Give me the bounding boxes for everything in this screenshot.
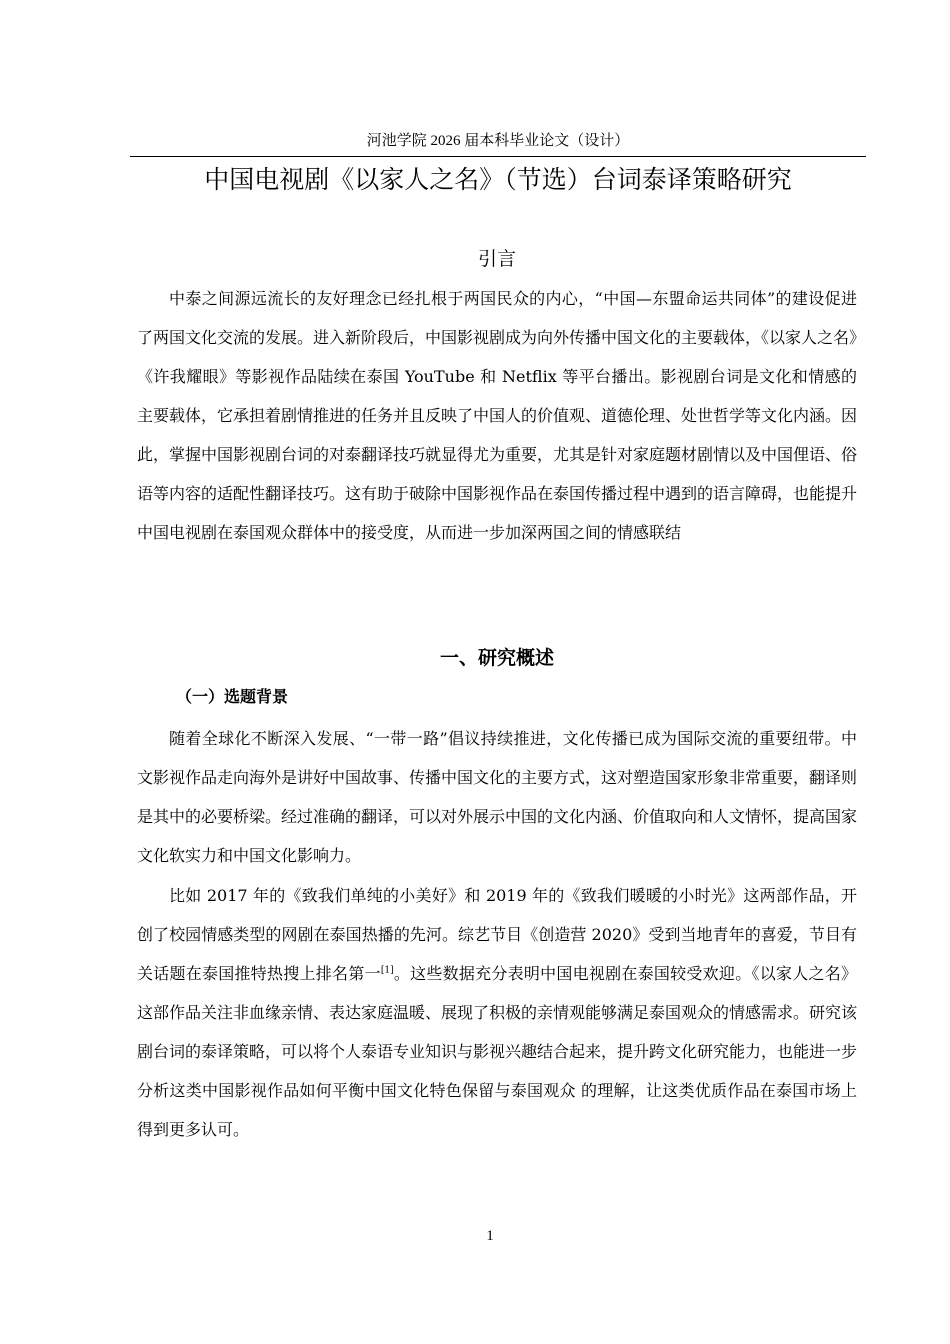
- background-paragraph-2: [137, 876, 857, 1149]
- header-rule: [130, 156, 866, 157]
- page-number: 1: [486, 1228, 494, 1244]
- running-header: 河池学院 2026 届本科毕业论文（设计）: [366, 133, 630, 149]
- paragraph-2-text-after-citation: 。这些数据充分表明中国电视剧在泰国较受欢迎。《以家人之名》这部作品关注非血缘亲情、表达家庭温暖、展现了积极的亲情观能够满足泰国观众的情感需求。研究该剧台词的泰译策略，可以将个人泰语专业知识与影视兴趣结合起来，提升跨文化研究能力，也能进一步分析这类中国影视作品如何平衡中国文化特色保留与泰国观众 的理解，让这类优质作品在泰国市场上得到更多认可。: [137, 964, 858, 1139]
- paragraph-2-text-before-citation: 比如 2017 年的《致我们单纯的小美好》和 2019 年的《致我们暖暖的小时光》这两部作品，开创了校园情感类型的网剧在泰国热播的先河。综艺节目《创造营 2020》受到当地青年的喜爱，节目有关话题在泰国推特热搜上排名第一: [137, 886, 857, 983]
- intro-paragraph: 中泰之间源远流长的友好理念已经扎根于两国民众的内心，“中国—东盟命运共同体”的建设促进了两国文化交流的发展。进入新阶段后，中国影视剧成为向外传播中国文化的主要载体，《以家人之名》《许我耀眼》等影视作品陆续在泰国 YouTube 和 Netflix 等平台播出。影视剧台词是文化和情感的主要载体，它承担着剧情推进的任务并且反映了中国人的价值观、道德伦理、处世哲学等文化内涵。因此，掌握中国影视剧台词的对泰翻译技巧就显得尤为重要，尤其是针对家庭题材剧情以及中国俚语、俗语等内容的适配性翻译技巧。这有助于破除中国影视作品在泰国传播过程中遇到的语言障碍，也能提升中国电视剧在泰国观众群体中的接受度，从而进一步加深两国之间的情感联结: [137, 289, 858, 542]
- background-subheading: （一）选题背景: [176, 687, 289, 706]
- background-paragraph-1: 随着全球化不断深入发展、“一带一路”倡议持续推进，文化传播已成为国际交流的重要纽带。中文影视作品走向海外是讲好中国故事、传播中国文化的主要方式，这对塑造国家形象非常重要，翻译则是其中的必要桥梁。经过准确的翻译，可以对外展示中国的文化内涵、价值取向和人文情怀，提高国家文化软实力和中国文化影响力。: [137, 729, 858, 865]
- document-title: 中国电视剧《以家人之名》（节选）台词泰译策略研究: [204, 165, 792, 194]
- intro-heading: 引言: [477, 248, 516, 270]
- citation-reference[interactable]: [1]: [380, 965, 394, 976]
- overview-heading: 一、研究概述: [439, 647, 554, 669]
